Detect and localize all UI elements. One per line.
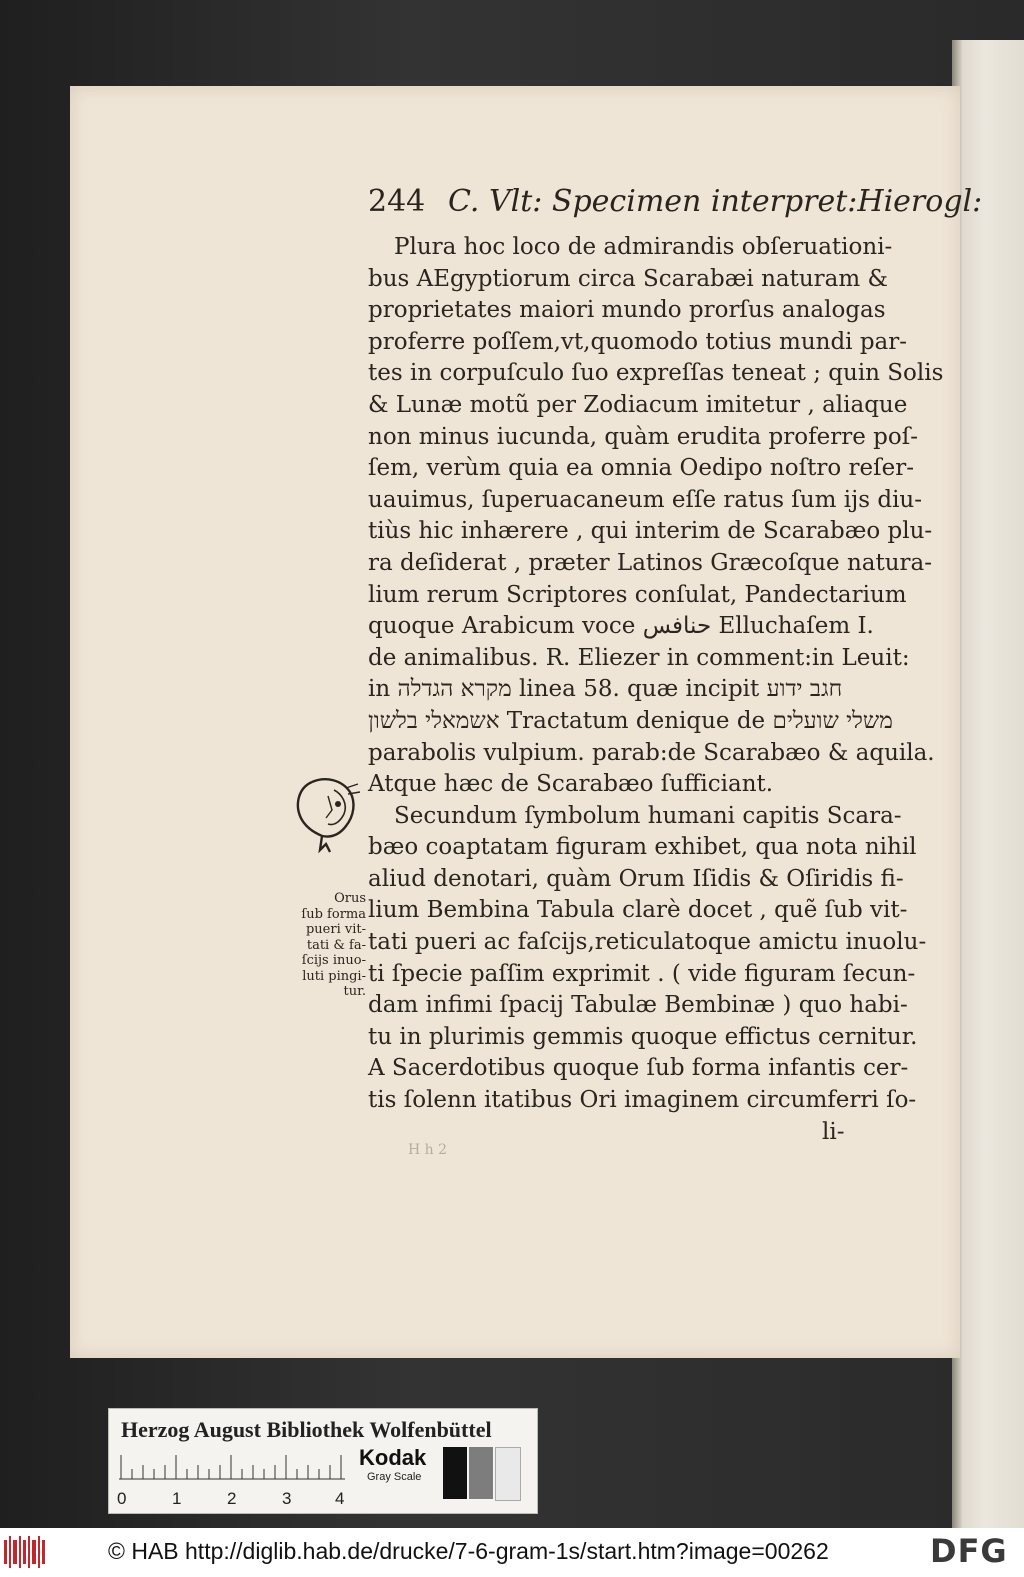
- text-line: Atque hæc de Scarabæo ſufficiant.: [368, 771, 774, 798]
- text-line: tati pueri ac faſcijs,reticulatoque amictu inuolu-: [368, 929, 927, 956]
- text-line: aliud denotari, quàm Orum Iſidis & Oſiridis fi-: [368, 865, 904, 892]
- marginal-note: Orus ſub forma pueri vit- tati & fa- ſcijs inuo- luti pingi- tur.: [301, 891, 366, 999]
- text-line: non minus iucunda, quàm erudita proferre poſ-: [368, 423, 919, 450]
- kodak-logo: Kodak: [359, 1445, 427, 1470]
- copyright-url[interactable]: © HAB http://diglib.hab.de/drucke/7-6-gram-1s/start.htm?image=00262: [108, 1538, 829, 1564]
- color-target-card: Herzog August Bibliothek Wolfenbüttel 0 1 2 3 4 Kodak Gray Scale: [108, 1408, 538, 1514]
- facing-page-edge: [952, 40, 1024, 1528]
- signature-mark: H h 2: [408, 1142, 448, 1158]
- text-line: ſem, verùm quia ea omnia Oedipo noſtro reſer-: [368, 455, 914, 482]
- text-line: tes in corpuſculo ſuo expreſſas teneat ; quin Solis: [368, 360, 944, 387]
- dfg-logo: DFG: [930, 1532, 1008, 1570]
- text-line: tu in plurimis gemmis quoque effictus cernitur.: [368, 1023, 918, 1050]
- text-line: & Lunæ motũ per Zodiacum imitetur , aliaque: [368, 391, 908, 418]
- library-name: Herzog August Bibliothek Wolfenbüttel: [121, 1417, 492, 1442]
- text-line: uauimus, ſuperuacaneum eſſe ratus ſum ijs diu-: [368, 486, 923, 513]
- text-line: tiùs hic inhærere , qui interim de Scarabæo plu-: [368, 518, 933, 545]
- text-line: A Sacerdotibus quoque ſub forma infantis cer-: [368, 1055, 909, 1082]
- text-line: אשמאלי בלשון Tractatum denique de משלי שועלים: [368, 707, 893, 734]
- running-head: C. Vlt: Specimen interpret:Hierogl:: [448, 184, 983, 219]
- page-number: 244: [368, 184, 426, 219]
- text-line: li-: [822, 1118, 845, 1145]
- gray-scale-label: Gray Scale: [367, 1471, 422, 1483]
- text-line: proprietates maiori mundo prorſus analogas: [368, 297, 886, 324]
- text-line: parabolis vulpium. parab:de Scarabæo & aquila.: [368, 739, 935, 766]
- scarab-head-figure-icon: [292, 774, 364, 856]
- text-line: lium Bembina Tabula clarè docet , quẽ ſub vit-: [368, 897, 908, 924]
- text-line: Secundum ſymbolum humani capitis Scara-: [394, 802, 902, 829]
- text-line: ti ſpecie paſſim exprimit . ( vide figuram ſecun-: [368, 960, 916, 987]
- text-line: lium rerum Scriptores conſulat, Pandectarium: [368, 581, 907, 608]
- footer-bar: [0, 1528, 1024, 1577]
- black-patch: [443, 1447, 467, 1499]
- page-header: [368, 184, 983, 224]
- text-line: ra deſiderat , præter Latinos Græcoſque natura-: [368, 549, 933, 576]
- body-text: [368, 232, 944, 1148]
- barcode-icon: [4, 1536, 48, 1568]
- text-line: proferre poſſem,vt,quomodo totius mundi par-: [368, 328, 908, 355]
- text-line: in מקרא הגדלה linea 58. quæ incipit חגב ידוע: [368, 676, 843, 703]
- text-line: quoque Arabicum voce حنافس Elluchaſem I.: [368, 613, 874, 640]
- text-line: Plura hoc loco de admirandis obſeruationi-: [394, 234, 893, 260]
- text-line: dam infimi ſpacij Tabulæ Bembinæ ) quo habi-: [368, 992, 908, 1019]
- ruler-scale-icon: [119, 1455, 345, 1481]
- gray-patch: [469, 1447, 493, 1499]
- text-line: de animalibus. R. Eliezer in comment:in Leuit:: [368, 644, 910, 671]
- text-line: tis ſolenn itatibus Ori imaginem circumferri ſo-: [368, 1087, 917, 1114]
- text-line: bus AEgyptiorum circa Scarabæi naturam &: [368, 265, 888, 292]
- white-patch: [495, 1447, 521, 1501]
- text-line: bæo coaptatam figuram exhibet, qua nota nihil: [368, 834, 917, 861]
